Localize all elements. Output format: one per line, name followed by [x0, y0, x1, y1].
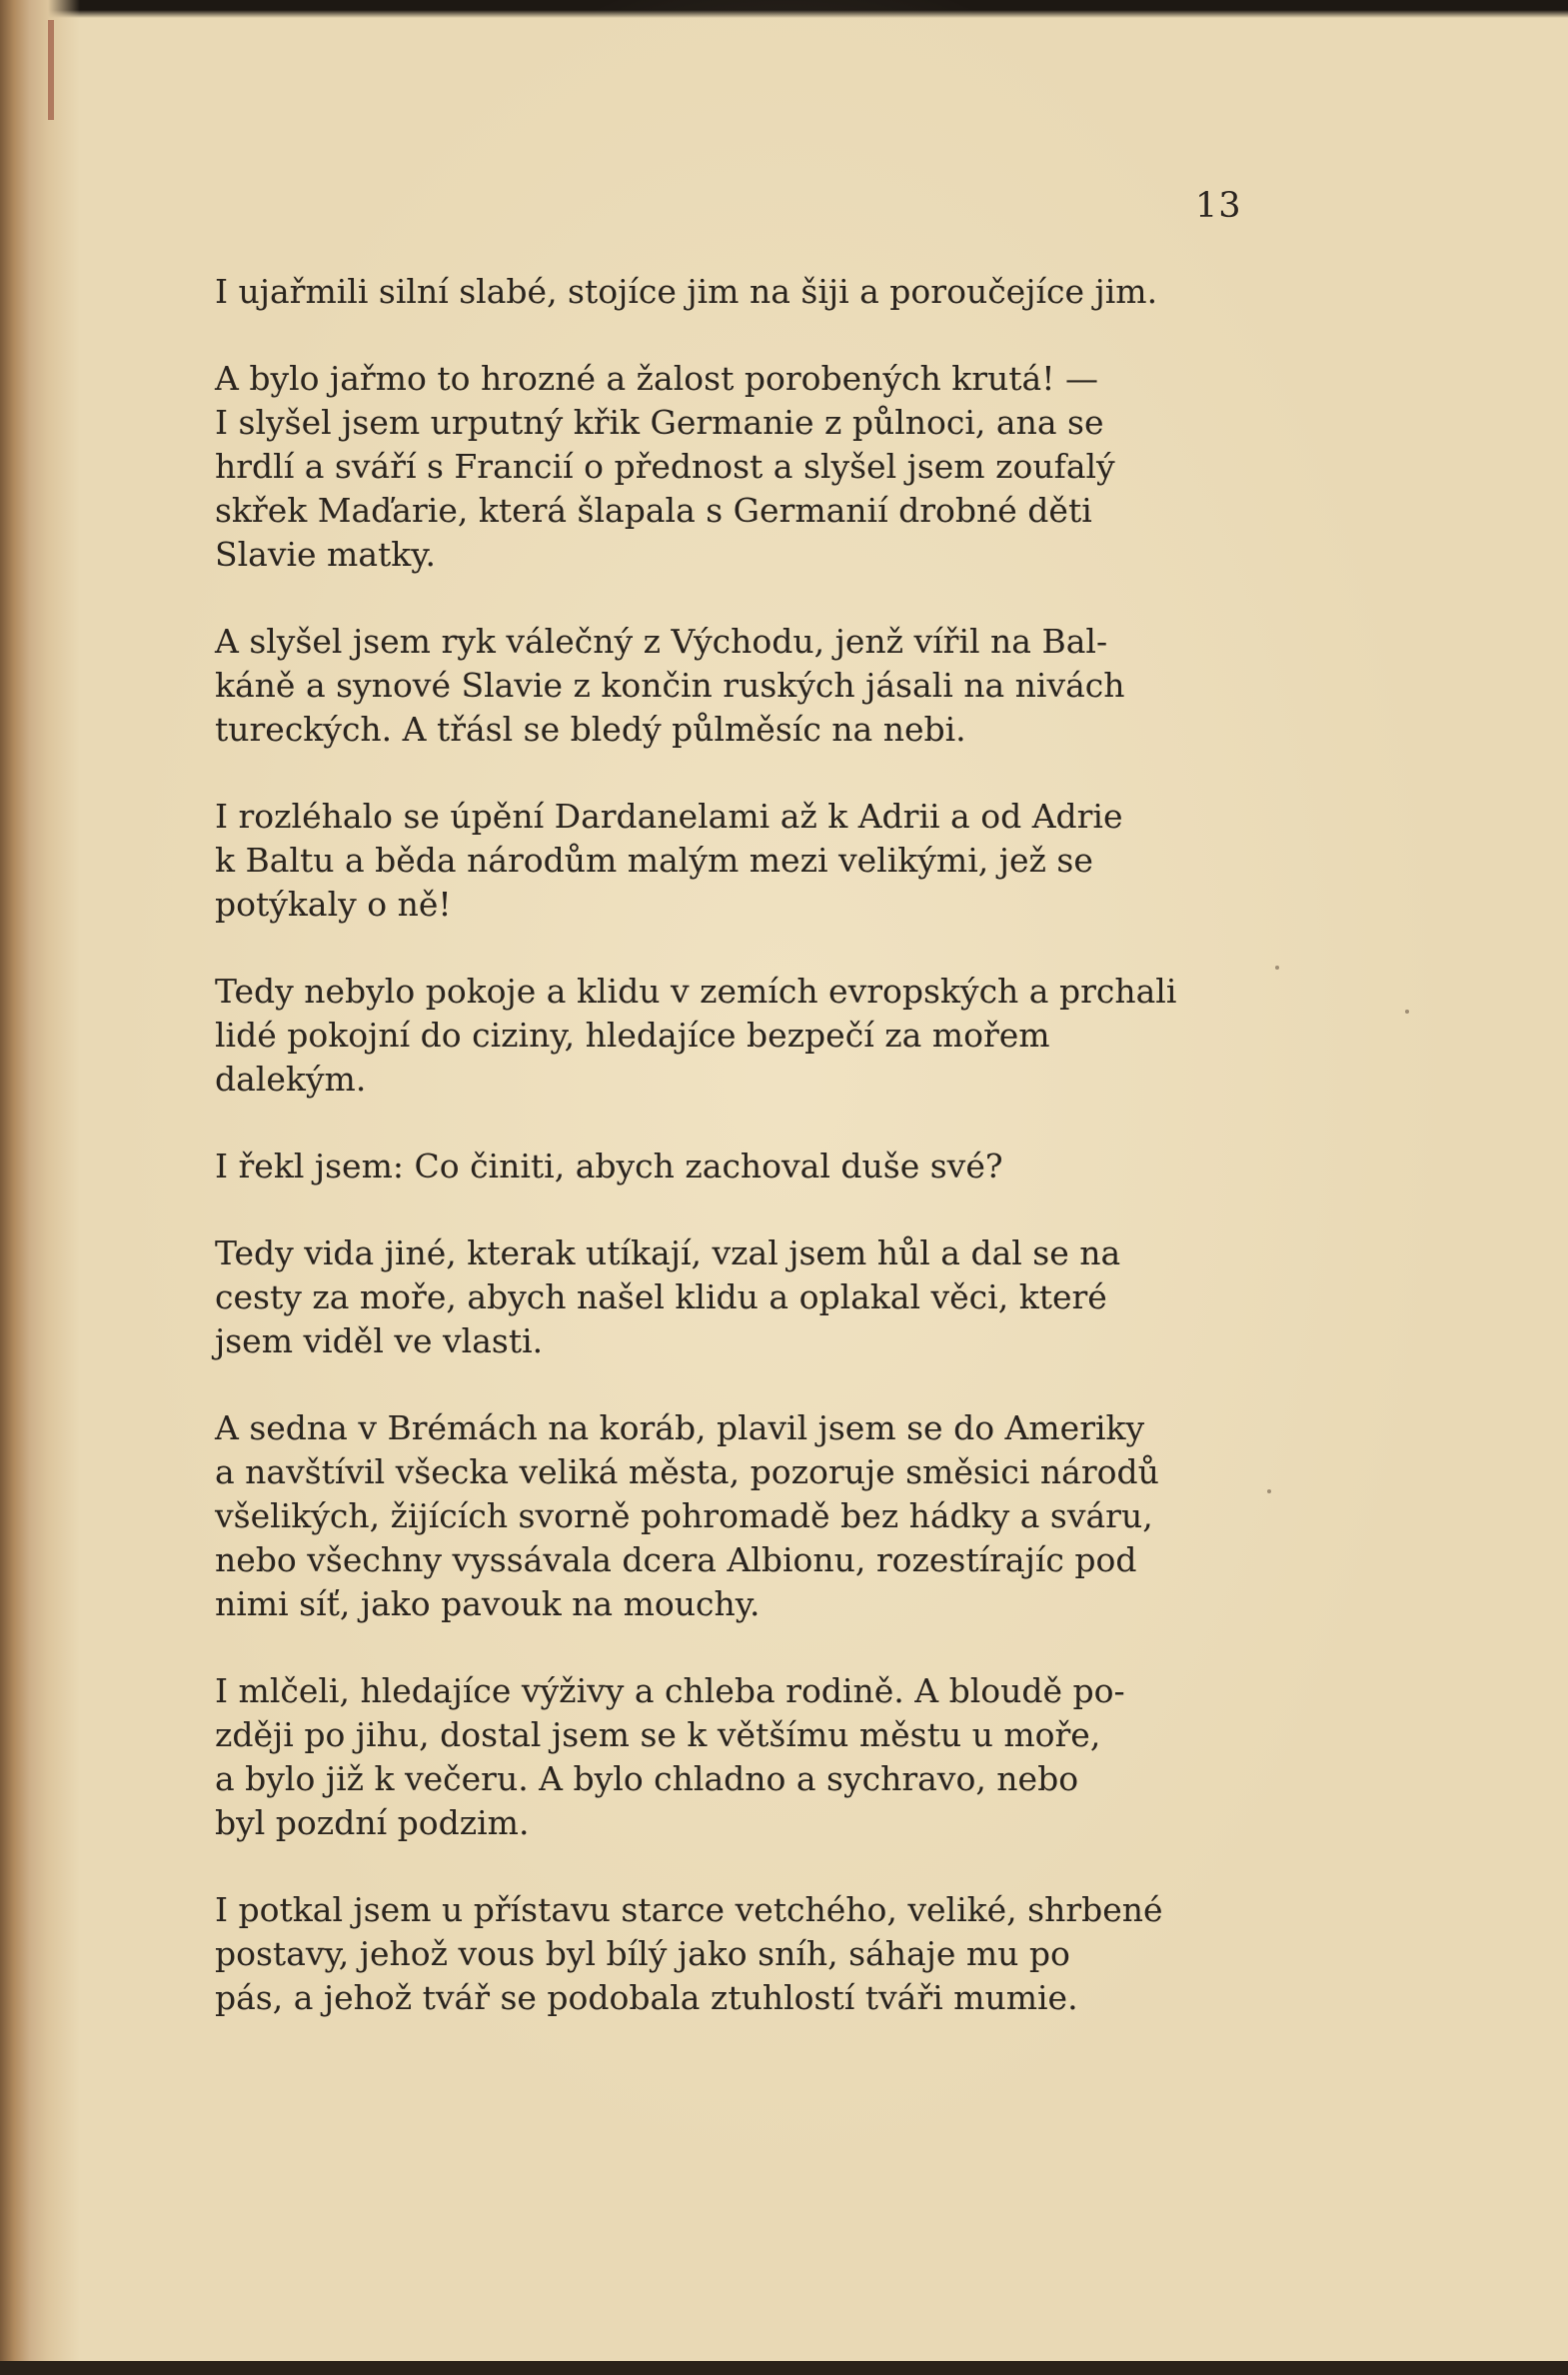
paragraph [215, 970, 1244, 1102]
text-line: cesty za moře, abych našel klidu a oplakal věci, které [215, 1277, 1107, 1316]
text-line: I rozléhalo se úpění Dardanelami až k Adrii a od Adrie [215, 797, 1123, 836]
print-speck [1405, 1010, 1409, 1014]
text-line: nimi síť, jako pavouk na mouchy. [215, 1584, 761, 1623]
page-number: 13 [1195, 186, 1242, 226]
text-line: nebo všechny vyssávala dcera Albionu, rozestírajíc pod [215, 1540, 1137, 1579]
text-line: zději po jihu, dostal jsem se k většímu městu u moře, [215, 1715, 1101, 1754]
paragraph [215, 1231, 1244, 1363]
text-line: jsem viděl ve vlasti. [215, 1321, 544, 1360]
text-line: tureckých. A třásl se bledý půlměsíc na nebi. [215, 710, 966, 749]
text-line: A sedna v Brémách na koráb, plavil jsem se do Ameriky [215, 1408, 1145, 1447]
text-line: pás, a jehož tvář se podobala ztuhlostí tváři mumie. [215, 1978, 1078, 2017]
text-line: I ujařmili silní slabé, stojíce jim na šiji a poroučejíce jim. [215, 272, 1158, 311]
text-line: skřek Maďarie, která šlapala s Germanií drobné děti [215, 491, 1092, 530]
page-bottom-edge [0, 2361, 1568, 2375]
text-line: Slavie matky. [215, 535, 437, 574]
text-line: I slyšel jsem urputný křik Germanie z půlnoci, ana se [215, 403, 1104, 442]
text-line: I řekl jsem: Co činiti, abych zachoval duše své? [215, 1147, 1003, 1186]
text-line: I potkal jsem u přístavu starce vetchého, veliké, shrbené [215, 1890, 1163, 1929]
text-line: postavy, jehož vous byl bílý jako sníh, sáhaje mu po [215, 1934, 1070, 1973]
body-text [215, 270, 1244, 2063]
text-line: lidé pokojní do ciziny, hledajíce bezpečí za mořem [215, 1016, 1050, 1055]
text-line: a navštívil všecka veliká města, pozoruje směsici národů [215, 1452, 1159, 1491]
text-line: hrdlí a sváří s Francií o přednost a slyšel jsem zoufalý [215, 447, 1115, 486]
paragraph [215, 620, 1244, 752]
text-line: A bylo jařmo to hrozné a žalost porobených krutá! — [215, 359, 1098, 398]
paragraph [215, 795, 1244, 927]
text-line: k Baltu a běda národům malým mezi velikými, jež se [215, 841, 1093, 880]
text-line: dalekým. [215, 1060, 367, 1099]
print-speck [1275, 966, 1279, 970]
paragraph [215, 1888, 1244, 2020]
text-line: Tedy nebylo pokoje a klidu v zemích evropských a prchali [215, 972, 1177, 1011]
text-line: Tedy vida jiné, kterak utíkají, vzal jsem hůl a dal se na [215, 1233, 1121, 1272]
text-line: potýkaly o ně! [215, 885, 452, 924]
paragraph [215, 1145, 1244, 1188]
text-line: A slyšel jsem ryk válečný z Východu, jenž vířil na Bal- [215, 622, 1108, 661]
paragraph [215, 270, 1244, 314]
text-line: káně a synové Slavie z končin ruských jásali na nivách [215, 666, 1125, 705]
binding-gutter-mark [48, 20, 54, 120]
paragraph [215, 1669, 1244, 1845]
print-speck [1267, 1489, 1271, 1493]
text-line: I mlčeli, hledajíce výživy a chleba rodině. A bloudě po- [215, 1671, 1125, 1710]
paragraph [215, 1406, 1244, 1626]
text-line: byl pozdní podzim. [215, 1803, 530, 1842]
text-line: všelikých, žijících svorně pohromadě bez hádky a sváru, [215, 1496, 1153, 1535]
text-line: a bylo již k večeru. A bylo chladno a sychravo, nebo [215, 1759, 1079, 1798]
paragraph [215, 357, 1244, 577]
